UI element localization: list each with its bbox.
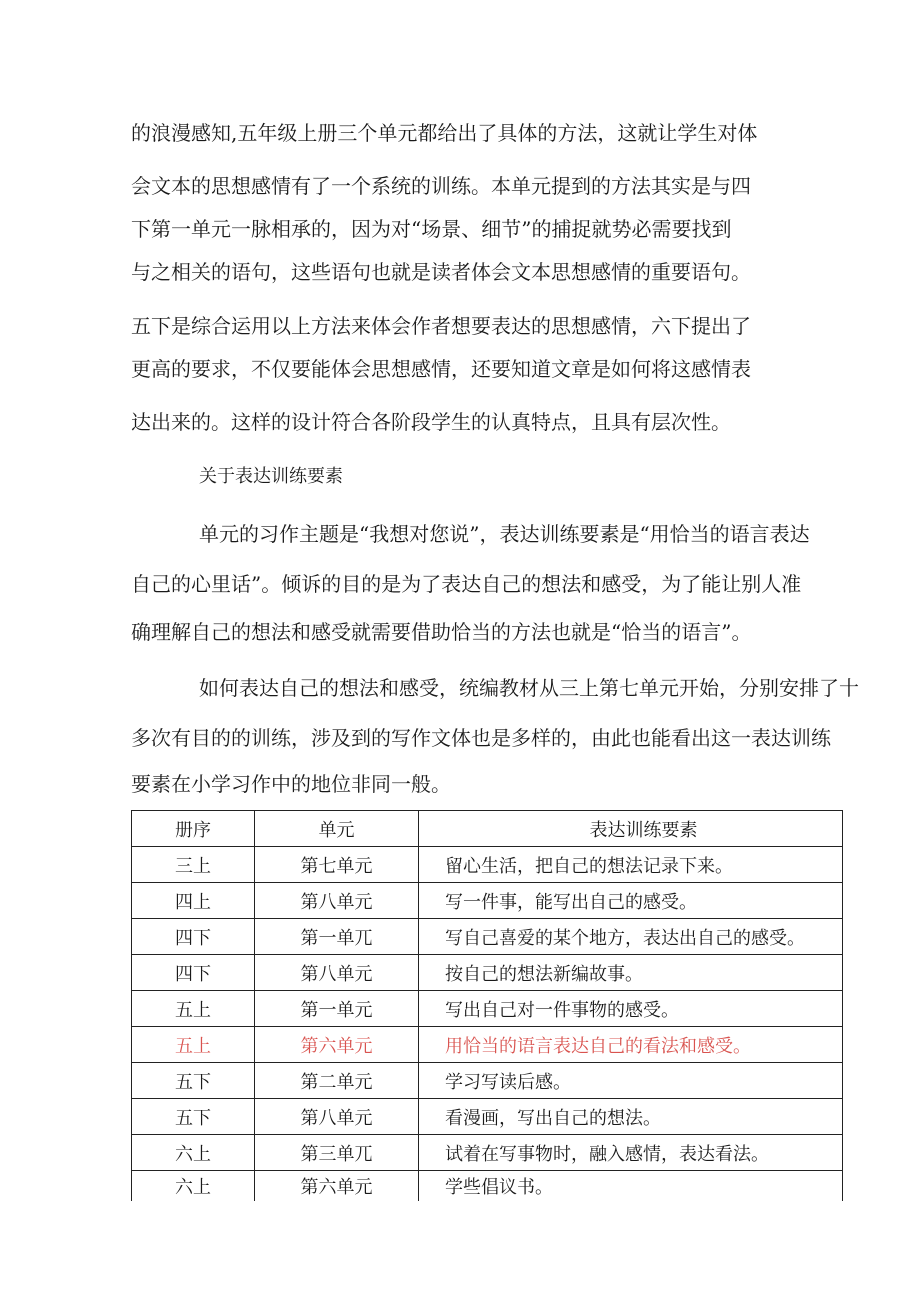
paragraph-1-line-7: 达出来的。这样的设计符合各阶段学生的认真特点，且具有层次性。 <box>131 410 731 434</box>
table-row <box>132 883 843 919</box>
table-row <box>132 1135 843 1171</box>
cell-volume: 五上 <box>132 991 255 1027</box>
paragraph-1-line-4: 与之相关的语句，这些语句也就是读者体会文本思想感情的重要语句。 <box>131 260 751 284</box>
cell-element: 看漫画，写出自己的想法。 <box>419 1099 843 1135</box>
cell-unit: 第二单元 <box>255 1063 419 1099</box>
cell-unit: 第八单元 <box>255 1099 419 1135</box>
paragraph-3-line-1: 如何表达自己的想法和感受，统编教材从三上第七单元开始，分别安排了十 <box>199 676 859 700</box>
table-header-row <box>132 811 843 847</box>
training-elements-table <box>131 810 843 1201</box>
table-row <box>132 1171 843 1202</box>
table-row <box>132 919 843 955</box>
cell-element: 学些倡议书。 <box>419 1171 843 1202</box>
cell-volume: 三上 <box>132 847 255 883</box>
paragraph-2-line-1: 单元的习作主题是“我想对您说”，表达训练要素是“用恰当的语言表达 <box>199 522 810 546</box>
cell-unit: 第三单兀 <box>255 1135 419 1171</box>
cell-element: 按自己的想法新编故事。 <box>419 955 843 991</box>
cell-volume: 五上 <box>132 1027 255 1063</box>
cell-element: 留心生活，把自己的想法记录下来。 <box>419 847 843 883</box>
cell-unit: 第八单元 <box>255 883 419 919</box>
cell-element: 试着在写事物时，融入感情，表达看法。 <box>419 1135 843 1171</box>
cell-volume: 五下 <box>132 1099 255 1135</box>
paragraph-1-line-2: 会文本的思想感情有了一个系统的训练。本单元提到的方法其实是与四 <box>131 174 751 198</box>
cell-volume: 四下 <box>132 955 255 991</box>
paragraph-1-line-1: 的浪漫感知,五年级上册三个单元都给出了具体的方法，这就让学生对体 <box>131 121 758 145</box>
paragraph-3-line-3: 要素在小学习作中的地位非同一般。 <box>131 772 451 796</box>
cell-element: 写一件事，能写出自己的感受。 <box>419 883 843 919</box>
table-row <box>132 847 843 883</box>
header-volume: 册序 <box>132 811 255 847</box>
paragraph-1-line-6: 更高的要求，不仅要能体会思想感情，还要知道文章是如何将这感情表 <box>131 357 751 381</box>
table-row <box>132 1099 843 1135</box>
cell-volume: 五下 <box>132 1063 255 1099</box>
table-row <box>132 1063 843 1099</box>
paragraph-3-line-2: 多次有目的的训练，涉及到的写作文体也是多样的，由此也能看出这一表达训练 <box>131 726 831 750</box>
cell-unit: 第八单元 <box>255 955 419 991</box>
cell-volume: 六上 <box>132 1135 255 1171</box>
paragraph-1-line-3: 下第一单元一脉相承的，因为对“场景、细节”的捕捉就势必需要找到 <box>131 217 732 241</box>
cell-element: 用恰当的语言表达自己的看法和感受。 <box>419 1027 843 1063</box>
cell-volume: 六上 <box>132 1171 255 1202</box>
cell-unit: 第一单元 <box>255 991 419 1027</box>
table-row <box>132 991 843 1027</box>
cell-unit: 第六单元 <box>255 1027 419 1063</box>
table-row <box>132 955 843 991</box>
table-row-highlighted <box>132 1027 843 1063</box>
cell-element: 学习写读后感。 <box>419 1063 843 1099</box>
paragraph-2-line-3: 确理解自己的想法和感受就需要借助恰当的方法也就是“恰当的语言”。 <box>131 620 752 644</box>
paragraph-1-line-5: 五下是综合运用以上方法来体会作者想要表达的思想感情，六下提出了 <box>131 314 751 338</box>
section-heading: 关于表达训练要素 <box>199 466 343 487</box>
cell-unit: 第七单元 <box>255 847 419 883</box>
cell-unit: 第一单兀 <box>255 919 419 955</box>
header-unit: 单元 <box>255 811 419 847</box>
paragraph-2-line-2: 自己的心里话”。倾诉的目的是为了表达自己的想法和感受，为了能让别人准 <box>131 572 802 596</box>
header-element: 表达训练要素 <box>419 811 843 847</box>
cell-element: 写出自己对一件事物的感受。 <box>419 991 843 1027</box>
cell-unit: 第六单元 <box>255 1171 419 1202</box>
cell-volume: 四下 <box>132 919 255 955</box>
cell-volume: 四上 <box>132 883 255 919</box>
cell-element: 写自己喜爱的某个地方，表达出自己的感受。 <box>419 919 843 955</box>
